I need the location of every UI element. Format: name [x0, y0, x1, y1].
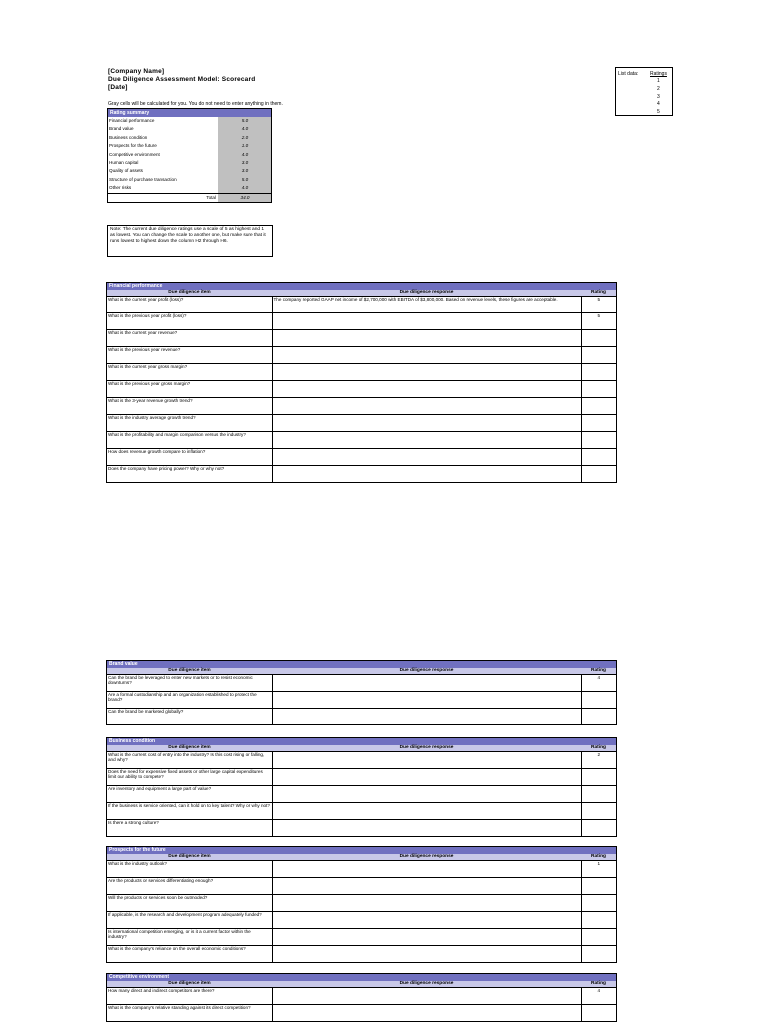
due-diligence-response[interactable] — [272, 448, 581, 465]
column-header-item: Due diligence item — [107, 290, 272, 297]
summary-row — [108, 167, 271, 175]
due-diligence-response[interactable] — [272, 708, 581, 724]
table-row — [107, 414, 616, 431]
due-diligence-response[interactable] — [272, 877, 581, 894]
due-diligence-item: What is the previous year profit (loss)? — [107, 312, 272, 329]
table-row — [107, 894, 616, 911]
due-diligence-item: What is the current year revenue? — [107, 329, 272, 346]
table-row — [107, 802, 616, 819]
due-diligence-response[interactable] — [272, 785, 581, 802]
summary-row — [108, 142, 271, 150]
table-row — [107, 987, 616, 1004]
rating-cell[interactable] — [581, 329, 616, 346]
column-header-rating: Rating — [581, 981, 616, 988]
summary-row — [108, 117, 271, 125]
due-diligence-response[interactable] — [272, 397, 581, 414]
column-header-rating: Rating — [581, 290, 616, 297]
due-diligence-item: How many direct and indirect competitors are there? — [107, 987, 272, 1004]
due-diligence-item: Are a formal custodianship and an organization established to protect the brand? — [107, 691, 272, 708]
due-diligence-response[interactable] — [272, 414, 581, 431]
due-diligence-item: Does the need for expensive fixed assets or other large capital expenditures limit our ability to compete? — [107, 768, 272, 785]
rating-cell[interactable]: 1 — [581, 860, 616, 877]
ratings-values — [657, 78, 660, 117]
column-header-item: Due diligence item — [107, 668, 272, 675]
due-diligence-response[interactable] — [272, 431, 581, 448]
rating-cell[interactable] — [581, 431, 616, 448]
summary-label: Human capital — [109, 160, 139, 166]
rating-cell[interactable] — [581, 802, 616, 819]
scale-note: Note: The current due diligence ratings use a scale of 5 as highest and 1 as lowest. You can change the scale to another one, but make sure that it runs lowest to highest down the column H2 through H6. — [107, 225, 273, 257]
rating-value[interactable]: 5 — [657, 109, 660, 116]
table-row — [107, 751, 616, 768]
rating-cell[interactable] — [581, 414, 616, 431]
summary-label: Competitive environment — [109, 151, 160, 157]
due-diligence-item: Will the products or services soon be outmoded? — [107, 894, 272, 911]
summary-value: 4.0 — [218, 125, 271, 133]
due-diligence-item: If the business is service oriented, can it hold on to key talent? Why or why not? — [107, 802, 272, 819]
table-row — [107, 691, 616, 708]
due-diligence-item: What is the current cost of entry into the industry? Is this cost rising or falling, and why? — [107, 751, 272, 768]
table-row — [107, 708, 616, 724]
rating-cell[interactable] — [581, 465, 616, 482]
table-row — [107, 448, 616, 465]
column-header-response: Due diligence response — [272, 745, 581, 752]
rating-value[interactable]: 4 — [657, 101, 660, 108]
rating-cell[interactable] — [581, 768, 616, 785]
rating-cell[interactable] — [581, 691, 616, 708]
list-data-label: List data: — [618, 71, 639, 77]
summary-label: Business condition — [109, 134, 148, 140]
table-row — [107, 911, 616, 928]
column-header-rating: Rating — [581, 745, 616, 752]
due-diligence-item: What is the current year profit (loss)? — [107, 296, 272, 312]
report-date: [Date] — [108, 84, 128, 91]
due-diligence-item: Are the products or services differentiating enough? — [107, 877, 272, 894]
section-title: Prospects for the future — [107, 847, 616, 854]
rating-cell[interactable]: 2 — [581, 751, 616, 768]
summary-value: 1.0 — [218, 142, 271, 150]
due-diligence-item: Is international competition emerging, or is it a current factor within the industry? — [107, 928, 272, 945]
rating-cell[interactable] — [581, 928, 616, 945]
list-data-box — [615, 67, 673, 116]
section-financial-performance — [106, 282, 617, 483]
due-diligence-item: Can the brand be marketed globally? — [107, 708, 272, 724]
summary-value: 3.0 — [218, 167, 271, 175]
due-diligence-response[interactable] — [272, 768, 581, 785]
model-title: Due Diligence Assessment Model: Scorecard — [108, 76, 256, 83]
due-diligence-response[interactable]: The company reported GAAP net income of $2,700,000 with EBITDA of $3,800,000. Based on revenue levels, these figures are acceptable. — [272, 296, 581, 312]
table-row — [107, 819, 616, 836]
rating-cell[interactable] — [581, 877, 616, 894]
rating-value[interactable]: 1 — [657, 78, 660, 84]
table-row — [107, 465, 616, 482]
due-diligence-item: Does the company have pricing power? Why or why not? — [107, 465, 272, 482]
section-title: Brand value — [107, 661, 616, 668]
due-diligence-response[interactable] — [272, 802, 581, 819]
summary-value: 5.0 — [218, 176, 271, 184]
rating-cell[interactable] — [581, 397, 616, 414]
rating-cell[interactable] — [581, 911, 616, 928]
due-diligence-item: What is the industry average growth trend? — [107, 414, 272, 431]
section-brand-value — [106, 660, 617, 725]
table-row — [107, 329, 616, 346]
due-diligence-item: What is the company's reliance on the overall economic conditions? — [107, 945, 272, 962]
due-diligence-item: What is the previous year gross margin? — [107, 380, 272, 397]
section-title: Competitive environment — [107, 974, 616, 981]
column-header-response: Due diligence response — [272, 854, 581, 861]
due-diligence-response[interactable] — [272, 945, 581, 962]
section-prospects-for-the-future — [106, 846, 617, 963]
due-diligence-item: Is there a strong culture? — [107, 819, 272, 836]
rating-cell[interactable] — [581, 894, 616, 911]
rating-cell[interactable]: 4 — [581, 674, 616, 691]
rating-cell[interactable] — [581, 448, 616, 465]
rating-cell[interactable]: 4 — [581, 987, 616, 1004]
rating-cell[interactable] — [581, 380, 616, 397]
summary-value: 5.0 — [218, 117, 271, 125]
column-header-rating: Rating — [581, 668, 616, 675]
due-diligence-response[interactable] — [272, 465, 581, 482]
rating-summary-table — [107, 108, 272, 203]
rating-cell[interactable] — [581, 708, 616, 724]
due-diligence-response[interactable] — [272, 380, 581, 397]
table-row — [107, 768, 616, 785]
due-diligence-response[interactable] — [272, 691, 581, 708]
due-diligence-item: Are inventory and equipment a large part of value? — [107, 785, 272, 802]
due-diligence-response[interactable] — [272, 911, 581, 928]
table-row — [107, 431, 616, 448]
rating-summary-title: Rating summary — [108, 109, 271, 117]
due-diligence-response[interactable] — [272, 363, 581, 380]
rating-cell[interactable] — [581, 346, 616, 363]
due-diligence-item: Can the brand be leveraged to enter new markets or to resist economic downturns? — [107, 674, 272, 691]
summary-label: Structure of purchase transaction — [109, 176, 177, 182]
document-header — [108, 68, 255, 92]
summary-label: Financial performance — [109, 118, 155, 123]
total-value: 34.0 — [218, 193, 271, 202]
summary-label: Other risks — [109, 185, 132, 191]
due-diligence-response[interactable] — [272, 346, 581, 363]
summary-value: 3.0 — [218, 159, 271, 167]
column-header-response: Due diligence response — [272, 668, 581, 675]
table-row — [107, 296, 616, 312]
table-row — [107, 363, 616, 380]
due-diligence-response[interactable] — [272, 987, 581, 1004]
due-diligence-item: If applicable, is the research and development program adequately funded? — [107, 911, 272, 928]
summary-row — [108, 134, 271, 142]
table-row — [107, 928, 616, 945]
section-title: Financial performance — [107, 283, 616, 290]
table-row — [107, 312, 616, 329]
column-header-response: Due diligence response — [272, 290, 581, 297]
due-diligence-item: What is the previous year revenue? — [107, 346, 272, 363]
table-row — [107, 785, 616, 802]
column-header-item: Due diligence item — [107, 854, 272, 861]
rating-cell[interactable] — [581, 945, 616, 962]
due-diligence-item: How does revenue growth compare to inflation? — [107, 448, 272, 465]
summary-label: Quality of assets — [109, 168, 143, 174]
summary-label: Prospects for the future — [109, 143, 157, 149]
table-row — [107, 945, 616, 962]
due-diligence-response[interactable] — [272, 674, 581, 691]
due-diligence-response[interactable] — [272, 894, 581, 911]
section-title: Business condition — [107, 738, 616, 745]
summary-row — [108, 159, 271, 167]
gray-cells-note: Gray cells will be calculated for you. You do not need to enter anything in them. — [108, 101, 283, 107]
rating-cell[interactable]: 5 — [581, 312, 616, 329]
due-diligence-response[interactable] — [272, 928, 581, 945]
table-row — [107, 380, 616, 397]
ratings-label: Ratings — [650, 71, 667, 77]
summary-value: 2.0 — [218, 134, 271, 142]
due-diligence-response[interactable] — [272, 860, 581, 877]
rating-cell[interactable] — [581, 785, 616, 802]
summary-row — [108, 125, 271, 133]
table-row — [107, 1004, 616, 1021]
summary-row — [108, 176, 271, 184]
due-diligence-item: What is the company's relative standing against its direct competition? — [107, 1004, 272, 1021]
due-diligence-response[interactable] — [272, 1004, 581, 1021]
due-diligence-item: What is the profitability and margin comparison versus the industry? — [107, 431, 272, 448]
due-diligence-item: What is the current year gross margin? — [107, 363, 272, 380]
table-row — [107, 877, 616, 894]
summary-value: 4.0 — [218, 184, 271, 193]
rating-cell[interactable] — [581, 363, 616, 380]
rating-cell[interactable] — [581, 1004, 616, 1021]
rating-cell[interactable] — [581, 819, 616, 836]
table-row — [107, 860, 616, 877]
due-diligence-item: What is the 3-year revenue growth trend? — [107, 397, 272, 414]
due-diligence-response[interactable] — [272, 329, 581, 346]
due-diligence-response[interactable] — [272, 819, 581, 836]
summary-row — [108, 151, 271, 159]
column-header-rating: Rating — [581, 854, 616, 861]
summary-value: 4.0 — [218, 151, 271, 159]
column-header-item: Due diligence item — [107, 981, 272, 988]
company-name: [Company Name] — [108, 68, 165, 75]
table-row — [107, 346, 616, 363]
section-competitive-environment — [106, 973, 617, 1022]
rating-value[interactable]: 3 — [657, 93, 660, 100]
summary-label: Brand value — [109, 126, 134, 132]
due-diligence-response[interactable] — [272, 751, 581, 768]
due-diligence-response[interactable] — [272, 312, 581, 329]
table-row — [107, 674, 616, 691]
column-header-item: Due diligence item — [107, 745, 272, 752]
total-label: Total — [108, 193, 218, 202]
summary-row — [108, 184, 271, 193]
table-row — [107, 397, 616, 414]
column-header-response: Due diligence response — [272, 981, 581, 988]
rating-cell[interactable]: 5 — [581, 296, 616, 312]
rating-value[interactable]: 2 — [657, 85, 660, 92]
due-diligence-item: What is the industry outlook? — [107, 860, 272, 877]
section-business-condition — [106, 737, 617, 837]
